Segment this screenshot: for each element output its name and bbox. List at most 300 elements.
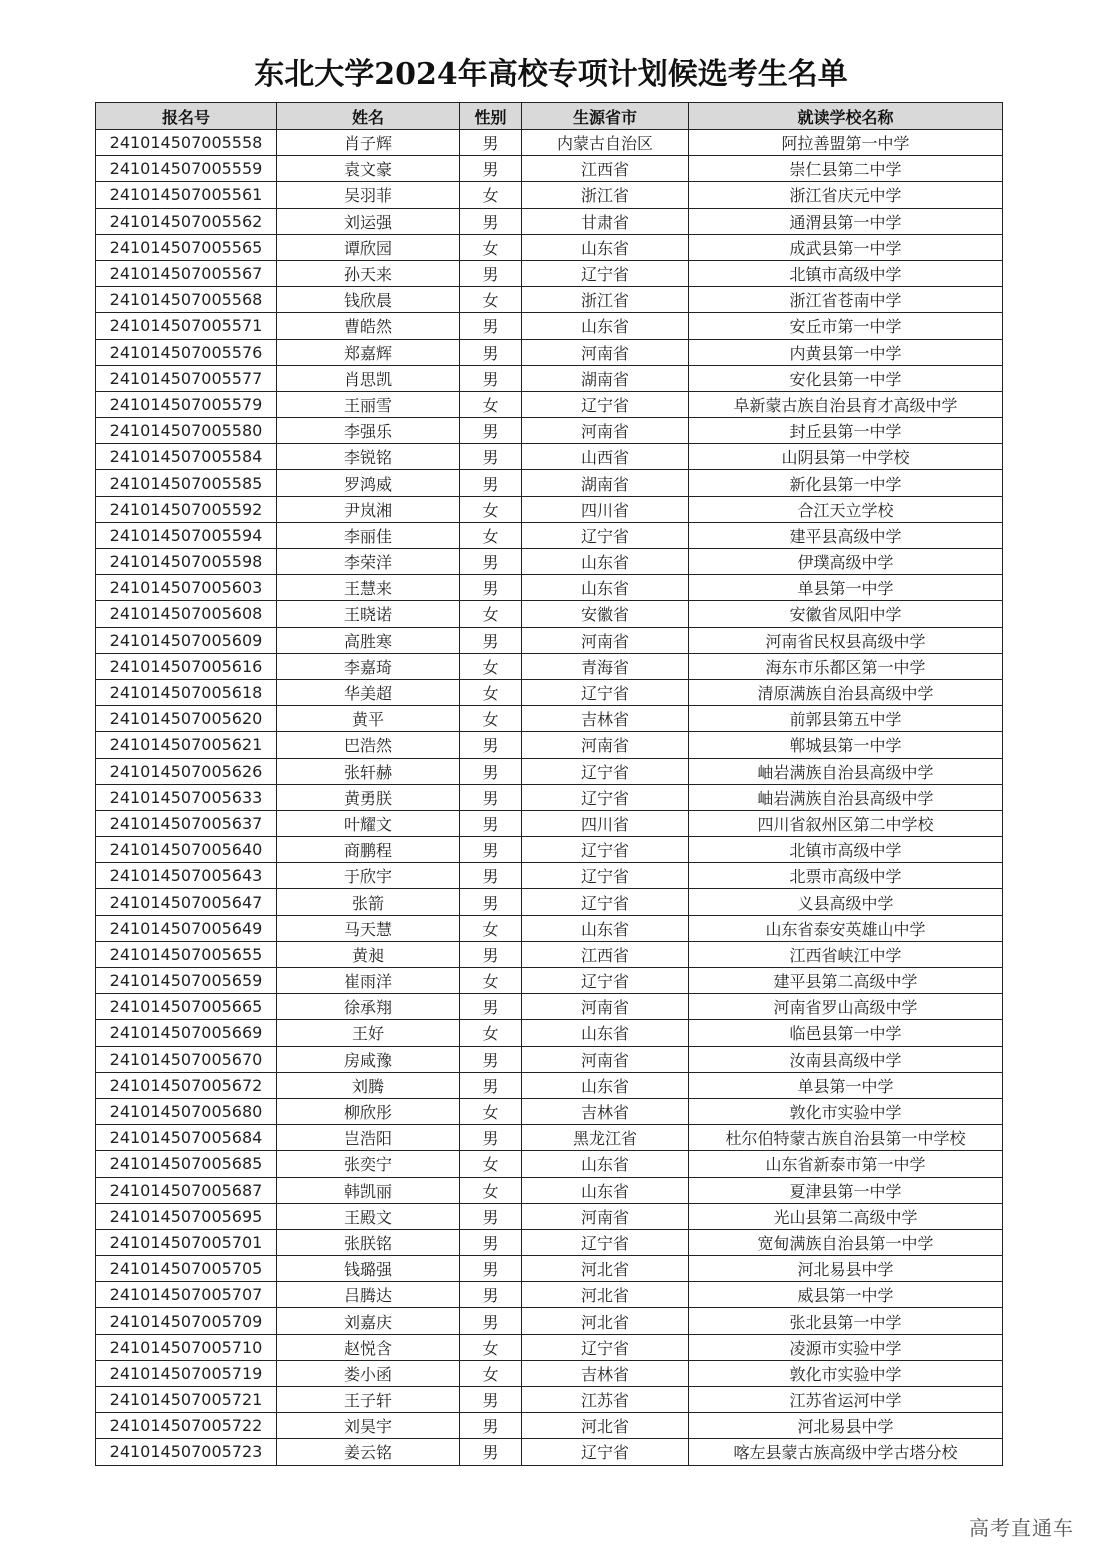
name-cell: 商鹏程 bbox=[277, 837, 460, 863]
gender-cell: 男 bbox=[460, 1229, 522, 1255]
name-cell: 叶耀文 bbox=[277, 810, 460, 836]
gender-cell: 男 bbox=[460, 1308, 522, 1334]
gender-cell: 女 bbox=[460, 1360, 522, 1386]
registration-number-cell: 241014507005618 bbox=[96, 679, 277, 705]
gender-cell: 男 bbox=[460, 1413, 522, 1439]
gender-cell: 男 bbox=[460, 130, 522, 156]
school-cell: 北镇市高级中学 bbox=[689, 837, 1003, 863]
school-cell: 山阴县第一中学校 bbox=[689, 444, 1003, 470]
name-cell: 岂浩阳 bbox=[277, 1125, 460, 1151]
school-cell: 河南省民权县高级中学 bbox=[689, 627, 1003, 653]
province-cell: 甘肃省 bbox=[522, 208, 689, 234]
table-row bbox=[96, 810, 1003, 836]
gender-cell: 男 bbox=[460, 627, 522, 653]
gender-cell: 女 bbox=[460, 1334, 522, 1360]
name-cell: 巴浩然 bbox=[277, 732, 460, 758]
school-cell: 通渭县第一中学 bbox=[689, 208, 1003, 234]
name-cell: 王丽雪 bbox=[277, 391, 460, 417]
table-row bbox=[96, 1334, 1003, 1360]
table-row bbox=[96, 1360, 1003, 1386]
school-cell: 义县高级中学 bbox=[689, 889, 1003, 915]
gender-cell: 男 bbox=[460, 1046, 522, 1072]
name-cell: 徐承翔 bbox=[277, 994, 460, 1020]
province-cell: 河南省 bbox=[522, 1046, 689, 1072]
name-cell: 王殿文 bbox=[277, 1203, 460, 1229]
province-cell: 湖南省 bbox=[522, 470, 689, 496]
school-cell: 张北县第一中学 bbox=[689, 1308, 1003, 1334]
gender-cell: 男 bbox=[460, 1439, 522, 1465]
school-cell: 清原满族自治县高级中学 bbox=[689, 679, 1003, 705]
gender-cell: 男 bbox=[460, 575, 522, 601]
school-cell: 浙江省苍南中学 bbox=[689, 287, 1003, 313]
table-row bbox=[96, 496, 1003, 522]
school-cell: 内黄县第一中学 bbox=[689, 339, 1003, 365]
registration-number-cell: 241014507005559 bbox=[96, 156, 277, 182]
gender-cell: 男 bbox=[460, 732, 522, 758]
table-row bbox=[96, 182, 1003, 208]
province-cell: 辽宁省 bbox=[522, 260, 689, 286]
registration-number-cell: 241014507005637 bbox=[96, 810, 277, 836]
province-cell: 青海省 bbox=[522, 653, 689, 679]
name-cell: 韩凯丽 bbox=[277, 1177, 460, 1203]
province-cell: 江西省 bbox=[522, 156, 689, 182]
name-cell: 刘腾 bbox=[277, 1072, 460, 1098]
gender-cell: 女 bbox=[460, 391, 522, 417]
registration-number-cell: 241014507005643 bbox=[96, 863, 277, 889]
table-row bbox=[96, 1098, 1003, 1124]
table-row bbox=[96, 601, 1003, 627]
table-row bbox=[96, 1203, 1003, 1229]
school-cell: 江苏省运河中学 bbox=[689, 1387, 1003, 1413]
province-cell: 河南省 bbox=[522, 627, 689, 653]
gender-cell: 女 bbox=[460, 679, 522, 705]
school-cell: 前郭县第五中学 bbox=[689, 706, 1003, 732]
table-row bbox=[96, 1229, 1003, 1255]
table-row bbox=[96, 732, 1003, 758]
province-cell: 河北省 bbox=[522, 1413, 689, 1439]
province-cell: 吉林省 bbox=[522, 1098, 689, 1124]
registration-number-cell: 241014507005598 bbox=[96, 549, 277, 575]
header-name: 姓名 bbox=[277, 103, 460, 130]
gender-cell: 男 bbox=[460, 810, 522, 836]
school-cell: 海东市乐都区第一中学 bbox=[689, 653, 1003, 679]
gender-cell: 女 bbox=[460, 915, 522, 941]
table-row bbox=[96, 915, 1003, 941]
table-row bbox=[96, 994, 1003, 1020]
school-cell: 崇仁县第二中学 bbox=[689, 156, 1003, 182]
registration-number-cell: 241014507005585 bbox=[96, 470, 277, 496]
province-cell: 辽宁省 bbox=[522, 863, 689, 889]
school-cell: 凌源市实验中学 bbox=[689, 1334, 1003, 1360]
table-row bbox=[96, 549, 1003, 575]
name-cell: 李强乐 bbox=[277, 418, 460, 444]
gender-cell: 男 bbox=[460, 260, 522, 286]
gender-cell: 女 bbox=[460, 182, 522, 208]
province-cell: 山东省 bbox=[522, 1020, 689, 1046]
name-cell: 高胜寒 bbox=[277, 627, 460, 653]
gender-cell: 男 bbox=[460, 418, 522, 444]
registration-number-cell: 241014507005568 bbox=[96, 287, 277, 313]
school-cell: 安徽省凤阳中学 bbox=[689, 601, 1003, 627]
gender-cell: 男 bbox=[460, 470, 522, 496]
table-row bbox=[96, 784, 1003, 810]
province-cell: 江苏省 bbox=[522, 1387, 689, 1413]
table-row bbox=[96, 1308, 1003, 1334]
name-cell: 袁文豪 bbox=[277, 156, 460, 182]
school-cell: 北票市高级中学 bbox=[689, 863, 1003, 889]
school-cell: 浙江省庆元中学 bbox=[689, 182, 1003, 208]
name-cell: 刘嘉庆 bbox=[277, 1308, 460, 1334]
registration-number-cell: 241014507005665 bbox=[96, 994, 277, 1020]
registration-number-cell: 241014507005561 bbox=[96, 182, 277, 208]
school-cell: 北镇市高级中学 bbox=[689, 260, 1003, 286]
table-row bbox=[96, 1125, 1003, 1151]
school-cell: 单县第一中学 bbox=[689, 1072, 1003, 1098]
school-cell: 建平县高级中学 bbox=[689, 522, 1003, 548]
province-cell: 河南省 bbox=[522, 339, 689, 365]
name-cell: 肖思凯 bbox=[277, 365, 460, 391]
school-cell: 阜新蒙古族自治县育才高级中学 bbox=[689, 391, 1003, 417]
name-cell: 张箭 bbox=[277, 889, 460, 915]
page-title: 东北大学2024年高校专项计划候选考生名单 bbox=[254, 57, 848, 92]
gender-cell: 女 bbox=[460, 1098, 522, 1124]
province-cell: 安徽省 bbox=[522, 601, 689, 627]
name-cell: 李嘉琦 bbox=[277, 653, 460, 679]
name-cell: 钱欣晨 bbox=[277, 287, 460, 313]
province-cell: 山东省 bbox=[522, 915, 689, 941]
name-cell: 吴羽菲 bbox=[277, 182, 460, 208]
registration-number-cell: 241014507005577 bbox=[96, 365, 277, 391]
province-cell: 辽宁省 bbox=[522, 889, 689, 915]
table-row bbox=[96, 1439, 1003, 1465]
table-row bbox=[96, 679, 1003, 705]
gender-cell: 女 bbox=[460, 496, 522, 522]
province-cell: 湖南省 bbox=[522, 365, 689, 391]
registration-number-cell: 241014507005695 bbox=[96, 1203, 277, 1229]
table-row bbox=[96, 1387, 1003, 1413]
name-cell: 尹岚湘 bbox=[277, 496, 460, 522]
registration-number-cell: 241014507005710 bbox=[96, 1334, 277, 1360]
registration-number-cell: 241014507005670 bbox=[96, 1046, 277, 1072]
name-cell: 李丽佳 bbox=[277, 522, 460, 548]
table-header-row bbox=[96, 103, 1003, 130]
school-cell: 威县第一中学 bbox=[689, 1282, 1003, 1308]
province-cell: 吉林省 bbox=[522, 1360, 689, 1386]
school-cell: 伊璞高级中学 bbox=[689, 549, 1003, 575]
province-cell: 内蒙古自治区 bbox=[522, 130, 689, 156]
school-cell: 敦化市实验中学 bbox=[689, 1360, 1003, 1386]
gender-cell: 男 bbox=[460, 837, 522, 863]
table-row bbox=[96, 968, 1003, 994]
province-cell: 辽宁省 bbox=[522, 679, 689, 705]
province-cell: 江西省 bbox=[522, 941, 689, 967]
name-cell: 肖子辉 bbox=[277, 130, 460, 156]
name-cell: 于欣宇 bbox=[277, 863, 460, 889]
table-row bbox=[96, 470, 1003, 496]
province-cell: 山东省 bbox=[522, 549, 689, 575]
name-cell: 张朕铭 bbox=[277, 1229, 460, 1255]
school-cell: 喀左县蒙古族高级中学古塔分校 bbox=[689, 1439, 1003, 1465]
province-cell: 河北省 bbox=[522, 1256, 689, 1282]
table-row bbox=[96, 1177, 1003, 1203]
province-cell: 河北省 bbox=[522, 1282, 689, 1308]
school-cell: 阿拉善盟第一中学 bbox=[689, 130, 1003, 156]
school-cell: 河南省罗山高级中学 bbox=[689, 994, 1003, 1020]
registration-number-cell: 241014507005562 bbox=[96, 208, 277, 234]
table-row bbox=[96, 706, 1003, 732]
registration-number-cell: 241014507005687 bbox=[96, 1177, 277, 1203]
province-cell: 河南省 bbox=[522, 1203, 689, 1229]
school-cell: 河北易县中学 bbox=[689, 1256, 1003, 1282]
table-row bbox=[96, 1282, 1003, 1308]
registration-number-cell: 241014507005592 bbox=[96, 496, 277, 522]
registration-number-cell: 241014507005584 bbox=[96, 444, 277, 470]
province-cell: 山东省 bbox=[522, 313, 689, 339]
table-row bbox=[96, 889, 1003, 915]
school-cell: 单县第一中学 bbox=[689, 575, 1003, 601]
registration-number-cell: 241014507005567 bbox=[96, 260, 277, 286]
school-cell: 夏津县第一中学 bbox=[689, 1177, 1003, 1203]
table-row bbox=[96, 1020, 1003, 1046]
registration-number-cell: 241014507005669 bbox=[96, 1020, 277, 1046]
registration-number-cell: 241014507005672 bbox=[96, 1072, 277, 1098]
registration-number-cell: 241014507005576 bbox=[96, 339, 277, 365]
gender-cell: 男 bbox=[460, 889, 522, 915]
gender-cell: 女 bbox=[460, 1151, 522, 1177]
header-gender: 性别 bbox=[460, 103, 522, 130]
gender-cell: 男 bbox=[460, 313, 522, 339]
table-row bbox=[96, 653, 1003, 679]
province-cell: 浙江省 bbox=[522, 287, 689, 313]
gender-cell: 男 bbox=[460, 863, 522, 889]
gender-cell: 男 bbox=[460, 339, 522, 365]
table-row bbox=[96, 1151, 1003, 1177]
table-row bbox=[96, 575, 1003, 601]
table-row bbox=[96, 1256, 1003, 1282]
province-cell: 辽宁省 bbox=[522, 522, 689, 548]
province-cell: 山东省 bbox=[522, 1151, 689, 1177]
name-cell: 黄昶 bbox=[277, 941, 460, 967]
name-cell: 钱璐强 bbox=[277, 1256, 460, 1282]
registration-number-cell: 241014507005640 bbox=[96, 837, 277, 863]
school-cell: 汝南县高级中学 bbox=[689, 1046, 1003, 1072]
name-cell: 黄勇朕 bbox=[277, 784, 460, 810]
candidate-table bbox=[95, 102, 1003, 1466]
header-province: 生源省市 bbox=[522, 103, 689, 130]
header-school: 就读学校名称 bbox=[689, 103, 1003, 130]
table-row bbox=[96, 1046, 1003, 1072]
name-cell: 房咸豫 bbox=[277, 1046, 460, 1072]
school-cell: 建平县第二高级中学 bbox=[689, 968, 1003, 994]
province-cell: 辽宁省 bbox=[522, 1439, 689, 1465]
province-cell: 辽宁省 bbox=[522, 1229, 689, 1255]
province-cell: 河南省 bbox=[522, 418, 689, 444]
name-cell: 刘昊宇 bbox=[277, 1413, 460, 1439]
school-cell: 江西省峡江中学 bbox=[689, 941, 1003, 967]
school-cell: 安化县第一中学 bbox=[689, 365, 1003, 391]
name-cell: 华美超 bbox=[277, 679, 460, 705]
gender-cell: 男 bbox=[460, 365, 522, 391]
registration-number-cell: 241014507005608 bbox=[96, 601, 277, 627]
registration-number-cell: 241014507005680 bbox=[96, 1098, 277, 1124]
name-cell: 郑嘉辉 bbox=[277, 339, 460, 365]
gender-cell: 女 bbox=[460, 1020, 522, 1046]
gender-cell: 男 bbox=[460, 758, 522, 784]
registration-number-cell: 241014507005649 bbox=[96, 915, 277, 941]
gender-cell: 男 bbox=[460, 156, 522, 182]
registration-number-cell: 241014507005723 bbox=[96, 1439, 277, 1465]
name-cell: 谭欣园 bbox=[277, 234, 460, 260]
registration-number-cell: 241014507005709 bbox=[96, 1308, 277, 1334]
name-cell: 张轩赫 bbox=[277, 758, 460, 784]
school-cell: 新化县第一中学 bbox=[689, 470, 1003, 496]
school-cell: 敦化市实验中学 bbox=[689, 1098, 1003, 1124]
registration-number-cell: 241014507005609 bbox=[96, 627, 277, 653]
province-cell: 浙江省 bbox=[522, 182, 689, 208]
table-row bbox=[96, 1413, 1003, 1439]
registration-number-cell: 241014507005721 bbox=[96, 1387, 277, 1413]
table-row bbox=[96, 418, 1003, 444]
registration-number-cell: 241014507005620 bbox=[96, 706, 277, 732]
school-cell: 杜尔伯特蒙古族自治县第一中学校 bbox=[689, 1125, 1003, 1151]
registration-number-cell: 241014507005684 bbox=[96, 1125, 277, 1151]
watermark-text: 高考直通车 bbox=[969, 1516, 1074, 1540]
school-cell: 河北易县中学 bbox=[689, 1413, 1003, 1439]
name-cell: 马天慧 bbox=[277, 915, 460, 941]
table-body bbox=[96, 130, 1003, 1466]
province-cell: 辽宁省 bbox=[522, 968, 689, 994]
gender-cell: 女 bbox=[460, 522, 522, 548]
table-row bbox=[96, 313, 1003, 339]
province-cell: 四川省 bbox=[522, 496, 689, 522]
province-cell: 河南省 bbox=[522, 994, 689, 1020]
registration-number-cell: 241014507005603 bbox=[96, 575, 277, 601]
table-row bbox=[96, 863, 1003, 889]
gender-cell: 男 bbox=[460, 784, 522, 810]
school-cell: 山东省新泰市第一中学 bbox=[689, 1151, 1003, 1177]
table-row bbox=[96, 339, 1003, 365]
province-cell: 辽宁省 bbox=[522, 784, 689, 810]
gender-cell: 男 bbox=[460, 1203, 522, 1229]
province-cell: 四川省 bbox=[522, 810, 689, 836]
registration-number-cell: 241014507005719 bbox=[96, 1360, 277, 1386]
province-cell: 河北省 bbox=[522, 1308, 689, 1334]
gender-cell: 男 bbox=[460, 941, 522, 967]
name-cell: 王慧来 bbox=[277, 575, 460, 601]
province-cell: 黑龙江省 bbox=[522, 1125, 689, 1151]
school-cell: 封丘县第一中学 bbox=[689, 418, 1003, 444]
table-row bbox=[96, 444, 1003, 470]
name-cell: 李锐铭 bbox=[277, 444, 460, 470]
registration-number-cell: 241014507005707 bbox=[96, 1282, 277, 1308]
table-row bbox=[96, 156, 1003, 182]
gender-cell: 男 bbox=[460, 994, 522, 1020]
registration-number-cell: 241014507005580 bbox=[96, 418, 277, 444]
province-cell: 辽宁省 bbox=[522, 837, 689, 863]
registration-number-cell: 241014507005626 bbox=[96, 758, 277, 784]
table-row bbox=[96, 522, 1003, 548]
table-row bbox=[96, 391, 1003, 417]
name-cell: 张奕宁 bbox=[277, 1151, 460, 1177]
school-cell: 宽甸满族自治县第一中学 bbox=[689, 1229, 1003, 1255]
name-cell: 黄平 bbox=[277, 706, 460, 732]
name-cell: 吕腾达 bbox=[277, 1282, 460, 1308]
table-row bbox=[96, 260, 1003, 286]
registration-number-cell: 241014507005571 bbox=[96, 313, 277, 339]
registration-number-cell: 241014507005565 bbox=[96, 234, 277, 260]
province-cell: 辽宁省 bbox=[522, 1334, 689, 1360]
registration-number-cell: 241014507005621 bbox=[96, 732, 277, 758]
school-cell: 山东省泰安英雄山中学 bbox=[689, 915, 1003, 941]
gender-cell: 男 bbox=[460, 1256, 522, 1282]
province-cell: 辽宁省 bbox=[522, 758, 689, 784]
province-cell: 山东省 bbox=[522, 1072, 689, 1098]
name-cell: 王晓诺 bbox=[277, 601, 460, 627]
registration-number-cell: 241014507005685 bbox=[96, 1151, 277, 1177]
registration-number-cell: 241014507005659 bbox=[96, 968, 277, 994]
school-cell: 四川省叙州区第二中学校 bbox=[689, 810, 1003, 836]
registration-number-cell: 241014507005616 bbox=[96, 653, 277, 679]
name-cell: 崔雨洋 bbox=[277, 968, 460, 994]
table-row bbox=[96, 627, 1003, 653]
registration-number-cell: 241014507005705 bbox=[96, 1256, 277, 1282]
gender-cell: 男 bbox=[460, 208, 522, 234]
registration-number-cell: 241014507005647 bbox=[96, 889, 277, 915]
table-row bbox=[96, 365, 1003, 391]
gender-cell: 男 bbox=[460, 444, 522, 470]
name-cell: 姜云铭 bbox=[277, 1439, 460, 1465]
gender-cell: 女 bbox=[460, 653, 522, 679]
registration-number-cell: 241014507005722 bbox=[96, 1413, 277, 1439]
gender-cell: 女 bbox=[460, 234, 522, 260]
table-row bbox=[96, 758, 1003, 784]
gender-cell: 女 bbox=[460, 287, 522, 313]
school-cell: 光山县第二高级中学 bbox=[689, 1203, 1003, 1229]
name-cell: 王好 bbox=[277, 1020, 460, 1046]
name-cell: 赵悦含 bbox=[277, 1334, 460, 1360]
school-cell: 合江天立学校 bbox=[689, 496, 1003, 522]
gender-cell: 男 bbox=[460, 1072, 522, 1098]
name-cell: 柳欣彤 bbox=[277, 1098, 460, 1124]
school-cell: 安丘市第一中学 bbox=[689, 313, 1003, 339]
table-row bbox=[96, 130, 1003, 156]
name-cell: 王子轩 bbox=[277, 1387, 460, 1413]
name-cell: 娄小函 bbox=[277, 1360, 460, 1386]
name-cell: 孙天来 bbox=[277, 260, 460, 286]
table-row bbox=[96, 287, 1003, 313]
gender-cell: 男 bbox=[460, 1387, 522, 1413]
school-cell: 临邑县第一中学 bbox=[689, 1020, 1003, 1046]
name-cell: 李荣洋 bbox=[277, 549, 460, 575]
name-cell: 刘运强 bbox=[277, 208, 460, 234]
registration-number-cell: 241014507005594 bbox=[96, 522, 277, 548]
province-cell: 河南省 bbox=[522, 732, 689, 758]
school-cell: 岫岩满族自治县高级中学 bbox=[689, 784, 1003, 810]
registration-number-cell: 241014507005655 bbox=[96, 941, 277, 967]
gender-cell: 男 bbox=[460, 1282, 522, 1308]
province-cell: 山东省 bbox=[522, 1177, 689, 1203]
gender-cell: 男 bbox=[460, 549, 522, 575]
registration-number-cell: 241014507005558 bbox=[96, 130, 277, 156]
registration-number-cell: 241014507005579 bbox=[96, 391, 277, 417]
school-cell: 郸城县第一中学 bbox=[689, 732, 1003, 758]
name-cell: 曹皓然 bbox=[277, 313, 460, 339]
school-cell: 岫岩满族自治县高级中学 bbox=[689, 758, 1003, 784]
gender-cell: 女 bbox=[460, 706, 522, 732]
province-cell: 山东省 bbox=[522, 234, 689, 260]
registration-number-cell: 241014507005701 bbox=[96, 1229, 277, 1255]
gender-cell: 女 bbox=[460, 968, 522, 994]
